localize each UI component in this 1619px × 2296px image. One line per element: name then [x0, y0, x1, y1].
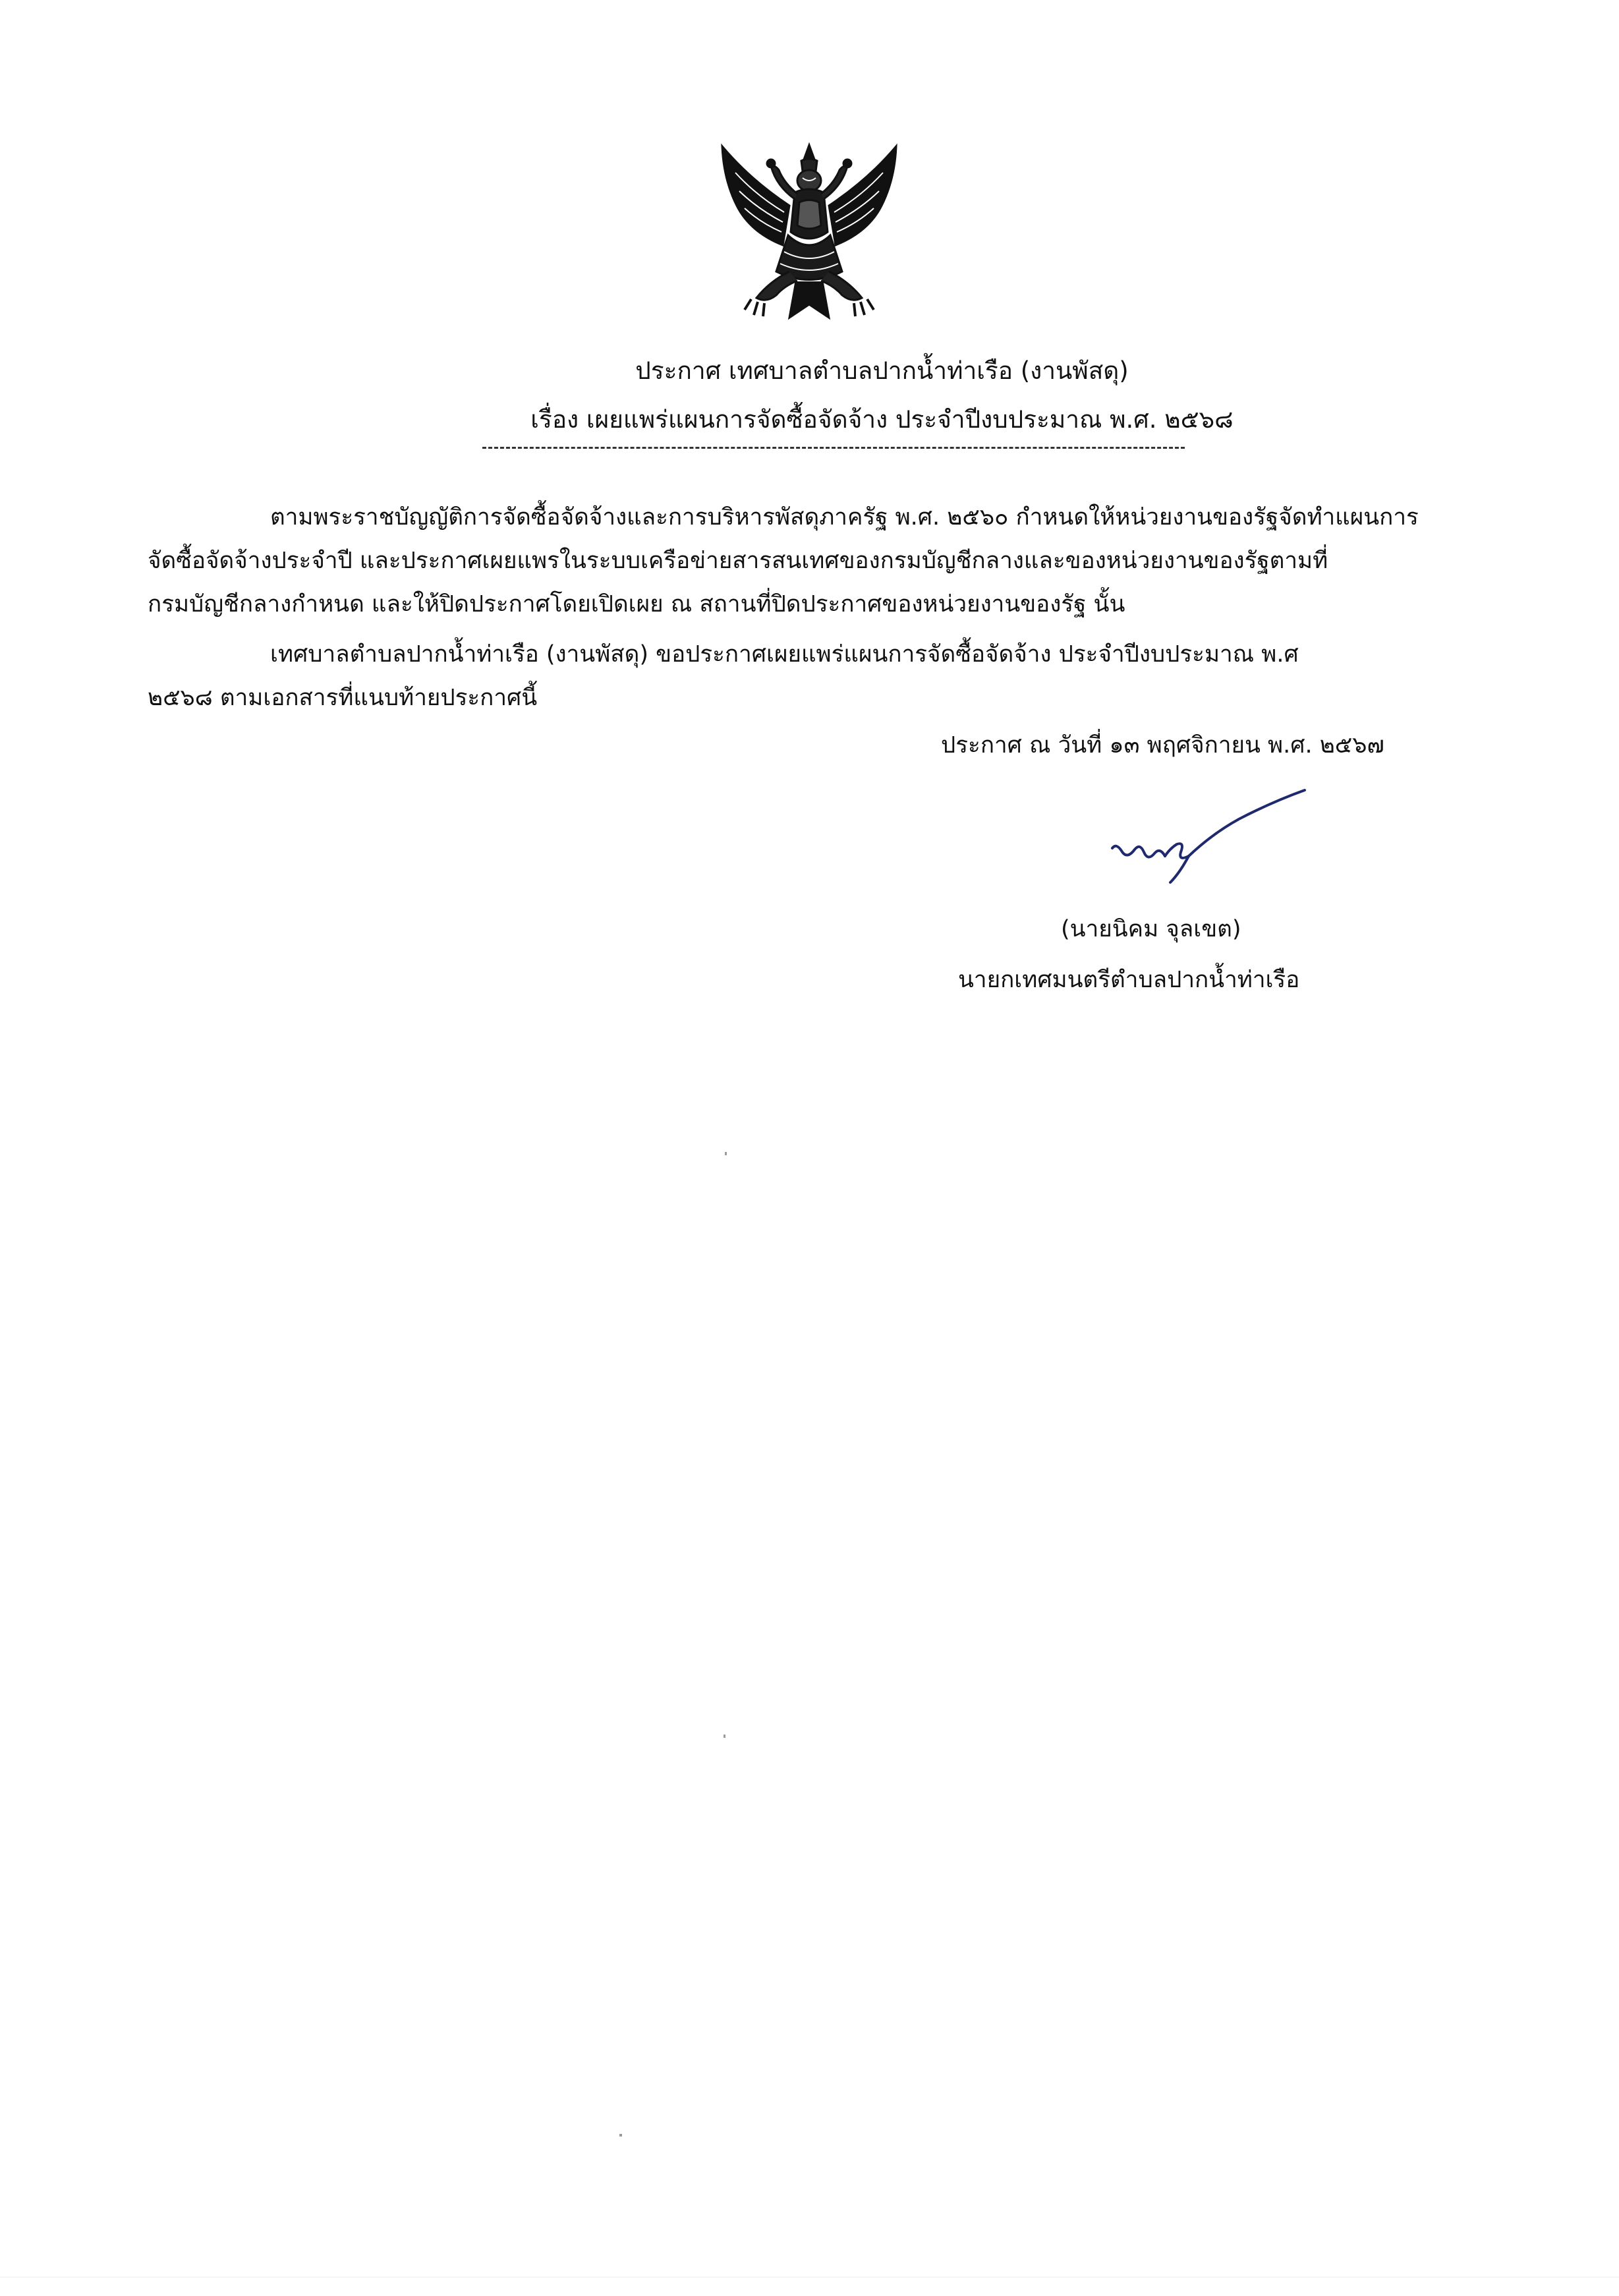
paragraph-2-line-2: ๒๕๖๘ ตามเอกสารที่แนบท้ายประกาศนี้: [148, 685, 538, 711]
scan-speck: [619, 2134, 622, 2137]
scan-speck: [725, 1152, 727, 1155]
signer-name: (นายนิคม จุลเขต): [1061, 916, 1241, 942]
page-bottom-edge: [0, 2277, 1619, 2278]
paragraph-2-line-1: เทศบาลตำบลปากน้ำท่าเรือ (งานพัสดุ) ขอประกาศเผยแพร่แผนการจัดซื้อจัดจ้าง ประจำปีงบประมาณ พ.ศ: [270, 641, 1299, 668]
signer-title: นายกเทศมนตรีตำบลปากน้ำท่าเรือ: [958, 967, 1300, 993]
announcement-subject: เรื่อง เผยแพร่แผนการจัดซื้อจัดจ้าง ประจำปีงบประมาณ พ.ศ. ๒๕๖๘: [530, 405, 1234, 434]
announcement-date: ประกาศ ณ วันที่ ๑๓ พฤศจิกายน พ.ศ. ๒๕๖๗: [941, 732, 1384, 759]
paragraph-1-line-3: กรมบัญชีกลางกำหนด และให้ปิดประกาศโดยเปิดเผย ณ สถานที่ปิดประกาศของหน่วยงานของรัฐ นั้น: [148, 591, 1125, 617]
announcement-title: ประกาศ เทศบาลตำบลปากน้ำท่าเรือ (งานพัสดุ): [635, 357, 1129, 385]
scan-speck: [724, 1735, 725, 1738]
garuda-emblem-icon: [710, 140, 908, 328]
paragraph-1-line-2: จัดซื้อจัดจ้างประจำปี และประกาศเผยแพรในระบบเครือข่ายสารสนเทศของกรมบัญชีกลางและของหน่วยงานของรัฐตามที่: [148, 548, 1328, 574]
handwritten-signature: [1107, 788, 1311, 886]
paragraph-1-line-1: ตามพระราชบัญญัติการจัดซื้อจัดจ้างและการบริหารพัสดุภาครัฐ พ.ศ. ๒๕๖๐ กำหนดให้หน่วยงานของรัฐจัดทำแผนการ: [270, 504, 1419, 531]
subject-divider: [482, 447, 1185, 449]
